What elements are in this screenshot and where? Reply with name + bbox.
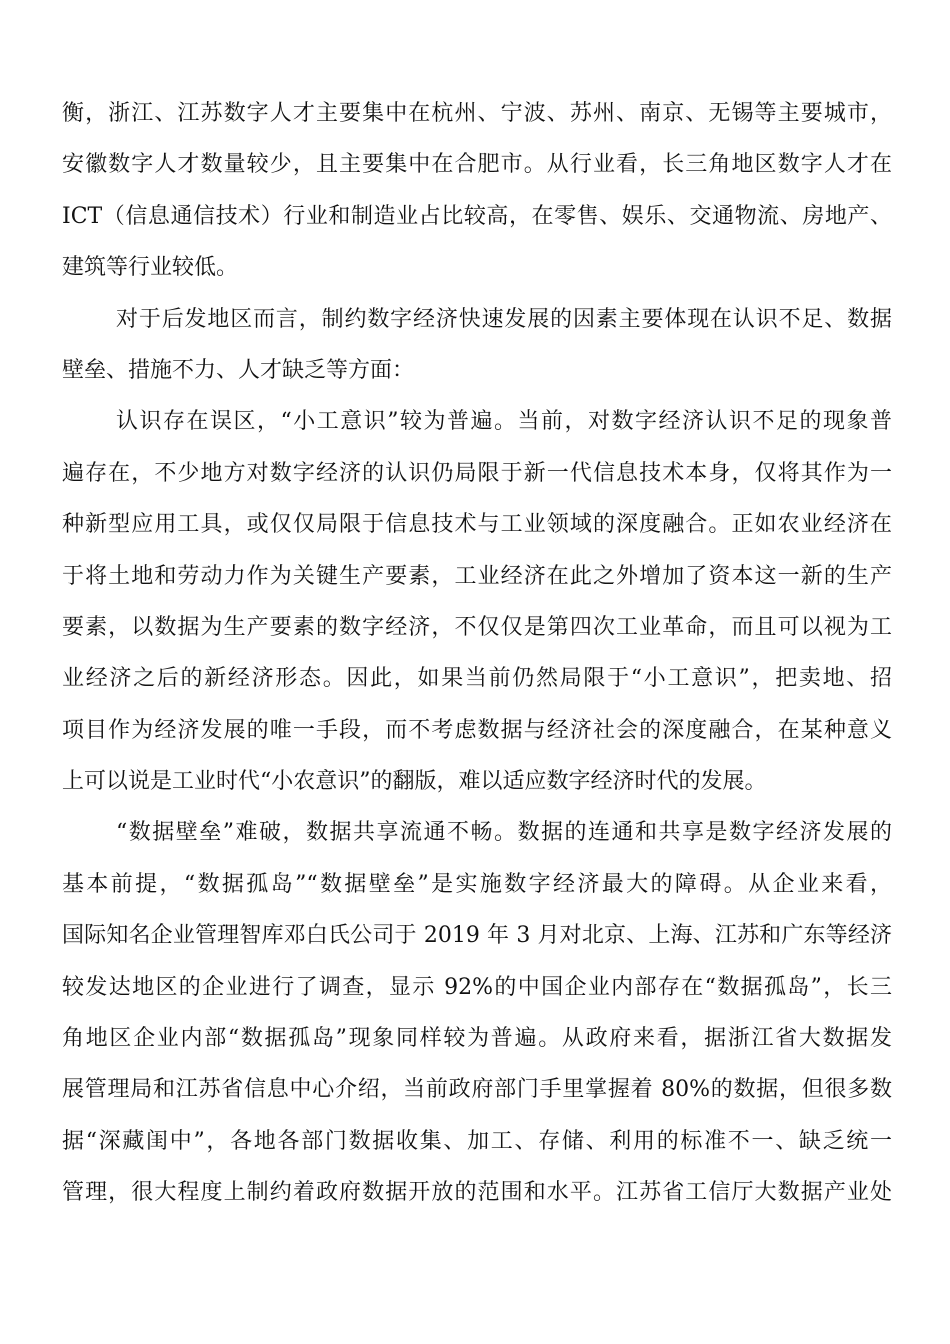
text-line: ICT（信息通信技术）行业和制造业占比较高，在零售、娱乐、交通物流、房地产、 [62,203,892,229]
text-line: 基本前提，“数据孤岛”“数据壁垒”是实施数字经济最大的障碍。从企业来看， [62,871,892,897]
paragraph-data-barriers [62,807,892,1218]
text-line: 上可以说是工业时代“小农意识”的翻版，难以适应数字经济时代的发展。 [62,769,767,795]
text-line: 衡，浙江、江苏数字人才主要集中在杭州、宁波、苏州、南京、无锡等主要城市， [62,101,892,126]
paragraph-talent-distribution [62,88,892,294]
text-line: 业经济之后的新经济形态。因此，如果当前仍然局限于“小工意识”，把卖地、招 [62,666,892,692]
text-line: 安徽数字人才数量较少，且主要集中在合肥市。从行业看，长三角地区数字人才在 [62,152,892,178]
text-line: 展管理局和江苏省信息中心介绍，当前政府部门手里掌握着 80%的数据，但很多数 [62,1077,892,1103]
text-line: 角地区企业内部“数据孤岛”现象同样较为普遍。从政府来看，据浙江省大数据发 [62,1026,892,1052]
text-line: 对于后发地区而言，制约数字经济快速发展的因素主要体现在认识不足、数据 [116,306,892,332]
text-line: 较发达地区的企业进行了调查，显示 92%的中国企业内部存在“数据孤岛”，长三 [62,974,892,1000]
text-line: 认识存在误区，“小工意识”较为普遍。当前，对数字经济认识不足的现象普 [116,409,892,435]
text-line: 国际知名企业管理智库邓白氏公司于 2019 年 3 月对北京、上海、江苏和广东等经济 [62,923,892,949]
text-line: 壁垒、措施不力、人才缺乏等方面： [62,357,415,383]
text-line: 于将土地和劳动力作为关键生产要素，工业经济在此之外增加了资本这一新的生产 [62,563,892,589]
text-line: 遍存在，不少地方对数字经济的认识仍局限于新一代信息技术本身，仅将其作为一 [62,460,892,486]
text-line: 管理，很大程度上制约着政府数据开放的范围和水平。江苏省工信厅大数据产业处 [62,1180,892,1206]
text-line: 要素，以数据为生产要素的数字经济，不仅仅是第四次工业革命，而且可以视为工 [62,614,892,640]
text-line: “数据壁垒”难破，数据共享流通不畅。数据的连通和共享是数字经济发展的 [116,820,892,846]
text-line: 建筑等行业较低。 [62,255,239,281]
paragraph-constraint-factors [62,294,892,397]
text-line: 据“深藏闺中”，各地各部门数据收集、加工、存储、利用的标准不一、缺乏统一 [62,1128,892,1154]
paragraph-awareness-misconception [62,396,892,807]
text-line: 种新型应用工具，或仅仅局限于信息技术与工业领域的深度融合。正如农业经济在 [62,512,892,538]
body-text [62,88,892,1219]
text-line: 项目作为经济发展的唯一手段，而不考虑数据与经济社会的深度融合，在某种意义 [62,717,892,743]
